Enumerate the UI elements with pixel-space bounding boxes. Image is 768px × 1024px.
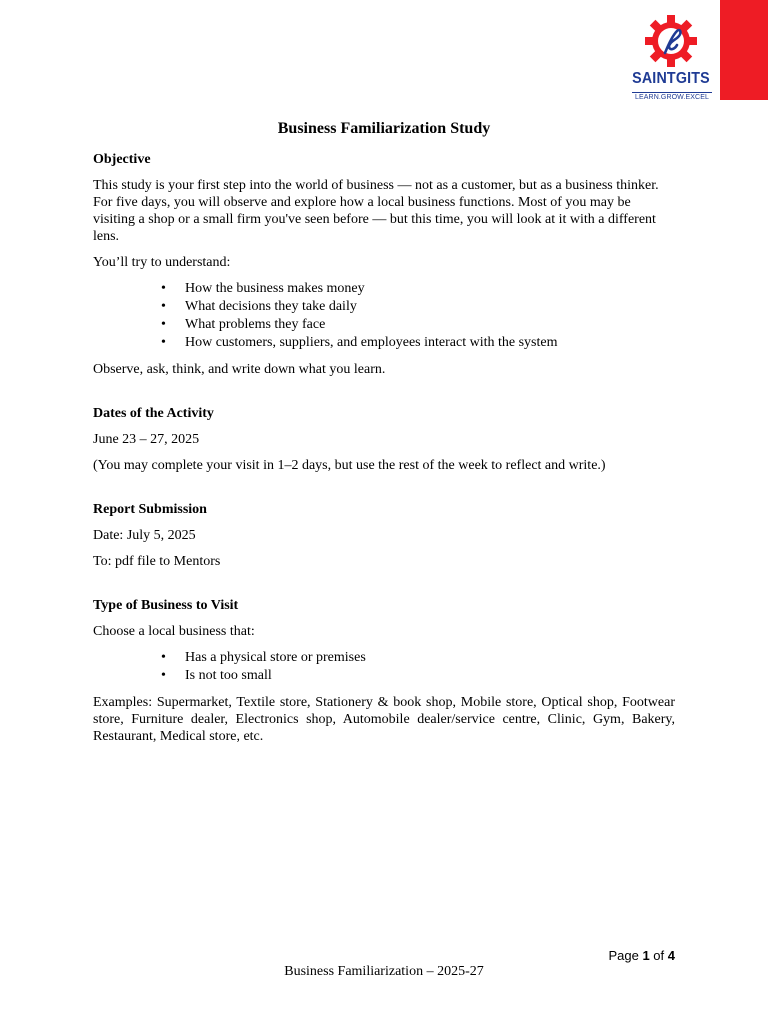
brand-tagline: LEARN.GROW.EXCEL [632, 92, 712, 101]
page-footer: Business Familiarization – 2025-27 [284, 964, 484, 979]
submission-heading: Report Submission [93, 502, 207, 517]
page-number [608, 948, 675, 963]
dates-note: (You may complete your visit in 1–2 days, but use the rest of the week to reflect and write.) [93, 458, 606, 473]
page-total: 4 [667, 948, 675, 963]
business-type-list [93, 649, 675, 685]
dates-range: June 23 – 27, 2025 [93, 432, 200, 447]
list-item: • What problems they face [185, 316, 675, 334]
gear-icon [628, 14, 714, 70]
document-body [93, 119, 675, 754]
brand-name: SAINTGITS [632, 70, 710, 87]
objective-paragraph: This study is your first step into the world of business — not as a customer, but as a business thinker. For five days, you will observe and explore how a local business functions. Most of you may be visiting a shop or a small firm you've seen before — but this time, you will look at it with a different lens. [93, 178, 659, 244]
list-item: • How customers, suppliers, and employees interact with the system [185, 334, 675, 352]
section-spacer [93, 387, 675, 405]
list-item: • What decisions they take daily [185, 298, 675, 316]
page-of: of [653, 948, 665, 963]
objective-heading: Objective [93, 152, 151, 167]
list-item: • How the business makes money [185, 280, 675, 298]
submission-date: Date: July 5, 2025 [93, 528, 196, 543]
submission-to: To: pdf file to Mentors [93, 554, 221, 569]
understand-list [93, 280, 675, 352]
saintgits-logo [628, 14, 714, 102]
business-type-heading: Type of Business to Visit [93, 598, 239, 613]
business-examples: Examples: Supermarket, Textile store, Stationery & book shop, Mobile store, Optical shop, Footwear store, Furniture dealer, Electronics shop, Automobile dealer/service centre, Clinic, Gym, Bakery, Restaurant, Medical store, etc. [93, 695, 675, 744]
document-title: Business Familiarization Study [277, 120, 491, 137]
understand-intro: You’ll try to understand: [93, 255, 231, 270]
dates-heading: Dates of the Activity [93, 406, 214, 421]
list-item: • Is not too small [185, 667, 675, 685]
section-spacer [93, 483, 675, 501]
page-current: 1 [642, 948, 650, 963]
list-item: • Has a physical store or premises [185, 649, 675, 667]
objective-closing: Observe, ask, think, and write down what you learn. [93, 362, 386, 377]
business-type-intro: Choose a local business that: [93, 624, 255, 639]
section-spacer [93, 579, 675, 597]
corner-red-bar [720, 0, 768, 100]
page-label: Page [608, 948, 639, 963]
